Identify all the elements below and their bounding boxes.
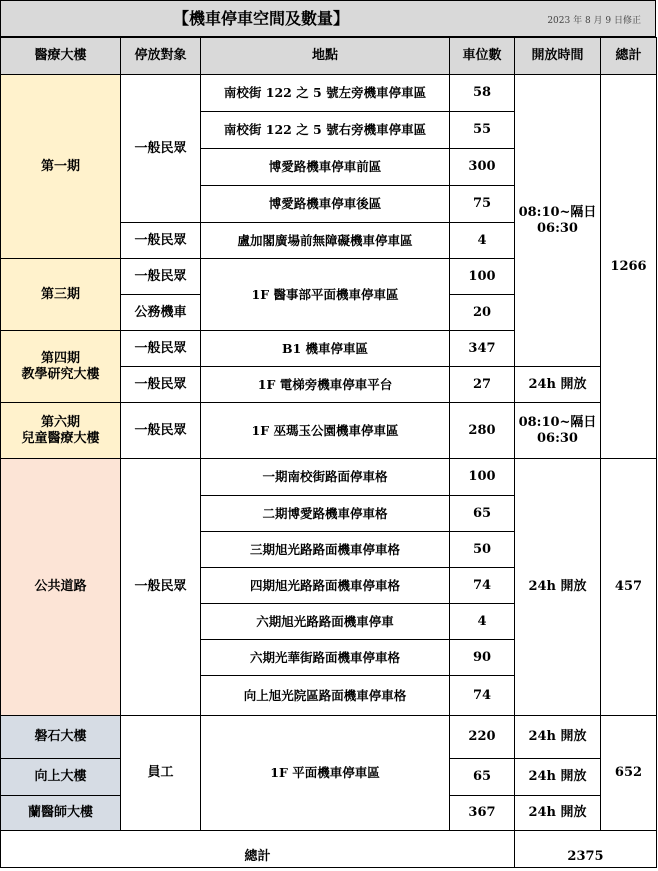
header-total: 總計	[601, 38, 657, 75]
target-cell: 一般民眾	[121, 259, 201, 295]
spaces-cell: 100	[450, 459, 515, 496]
hours-line2: 06:30	[537, 430, 578, 446]
total-staff: 652	[601, 716, 657, 831]
hours-line1: 08:10~隔日	[518, 414, 597, 430]
building-phase3: 第三期	[1, 259, 121, 331]
title-bar	[0, 0, 656, 37]
location-cell: 二期博愛路機車停車格	[201, 496, 450, 532]
spaces-cell: 347	[450, 331, 515, 367]
header-hours: 開放時間	[515, 38, 601, 75]
target-cell: 一般民眾	[121, 459, 201, 716]
target-cell: 公務機車	[121, 295, 201, 331]
spaces-cell: 50	[450, 532, 515, 568]
header-target: 停放對象	[121, 38, 201, 75]
hours-cell: 24h 開放	[515, 716, 601, 759]
page-title: 【機車停車空間及數量】	[172, 9, 349, 28]
hours-cell: 24h 開放	[515, 796, 601, 831]
building-phase6	[1, 403, 121, 459]
parking-table	[0, 37, 657, 868]
table-row	[1, 716, 657, 759]
building-name: 第四期	[40, 350, 80, 366]
building-cell: 向上大樓	[1, 759, 121, 796]
header-row	[1, 38, 657, 75]
spaces-cell: 300	[450, 149, 515, 186]
building-phase1: 第一期	[1, 75, 121, 259]
location-cell: 1F 電梯旁機車停車平台	[201, 367, 450, 403]
spaces-cell: 55	[450, 112, 515, 149]
spaces-cell: 367	[450, 796, 515, 831]
spaces-cell: 74	[450, 676, 515, 716]
location-cell: 博愛路機車停車後區	[201, 186, 450, 223]
grand-total-row	[1, 831, 657, 868]
target-cell: 一般民眾	[121, 367, 201, 403]
location-cell: 三期旭光路路面機車停車格	[201, 532, 450, 568]
location-cell: 一期南校街路面停車格	[201, 459, 450, 496]
building-cell: 蘭醫師大樓	[1, 796, 121, 831]
hours-cell: 24h 開放	[515, 367, 601, 403]
building-subname: 兒童醫療大樓	[21, 430, 100, 446]
hours-cell	[515, 403, 601, 459]
location-cell: 南校街 122 之 5 號左旁機車停車區	[201, 75, 450, 112]
hours-cell: 24h 開放	[515, 459, 601, 716]
target-cell: 員工	[121, 716, 201, 831]
location-cell: 六期旭光路路面機車停車	[201, 604, 450, 640]
spaces-cell: 65	[450, 759, 515, 796]
spaces-cell: 90	[450, 640, 515, 676]
hours-line2: 06:30	[537, 220, 578, 236]
location-cell: 四期旭光路路面機車停車格	[201, 568, 450, 604]
spaces-cell: 65	[450, 496, 515, 532]
spaces-cell: 20	[450, 295, 515, 331]
header-building: 醫療大樓	[1, 38, 121, 75]
location-cell: B1 機車停車區	[201, 331, 450, 367]
hours-line1: 08:10~隔日	[518, 204, 597, 220]
target-cell: 一般民眾	[121, 403, 201, 459]
table-row	[1, 459, 657, 496]
spaces-cell: 75	[450, 186, 515, 223]
location-cell: 六期光華街路面機車停車格	[201, 640, 450, 676]
location-cell: 1F 平面機車停車區	[201, 716, 450, 831]
spaces-cell: 4	[450, 604, 515, 640]
table-row	[1, 75, 657, 112]
location-cell: 南校街 122 之 5 號右旁機車停車區	[201, 112, 450, 149]
header-spaces: 車位數	[450, 38, 515, 75]
spaces-cell: 4	[450, 223, 515, 259]
location-cell: 盧加閣廣場前無障礙機車停車區	[201, 223, 450, 259]
spaces-cell: 100	[450, 259, 515, 295]
spaces-cell: 74	[450, 568, 515, 604]
hours-cell: 24h 開放	[515, 759, 601, 796]
building-phase4	[1, 331, 121, 403]
total-public-road: 457	[601, 459, 657, 716]
location-cell: 向上旭光院區路面機車停車格	[201, 676, 450, 716]
total-hospital: 1266	[601, 75, 657, 459]
spaces-cell: 280	[450, 403, 515, 459]
grand-total-label: 總計	[1, 831, 515, 868]
building-subname: 教學研究大樓	[21, 366, 100, 382]
location-cell: 1F 醫事部平面機車停車區	[201, 259, 450, 331]
spaces-cell: 58	[450, 75, 515, 112]
header-location: 地點	[201, 38, 450, 75]
target-cell: 一般民眾	[121, 331, 201, 367]
spaces-cell: 27	[450, 367, 515, 403]
grand-total-value: 2375	[515, 831, 657, 868]
table-row	[1, 403, 657, 459]
revision-date: 2023 年 8 月 9 日修正	[547, 16, 641, 26]
spaces-cell: 220	[450, 716, 515, 759]
building-name: 第六期	[40, 414, 80, 430]
building-cell: 磐石大樓	[1, 716, 121, 759]
location-cell: 博愛路機車停車前區	[201, 149, 450, 186]
building-public-road: 公共道路	[1, 459, 121, 716]
target-cell: 一般民眾	[121, 75, 201, 223]
location-cell: 1F 巫瑪玉公園機車停車區	[201, 403, 450, 459]
target-cell: 一般民眾	[121, 223, 201, 259]
hours-main	[515, 75, 601, 367]
